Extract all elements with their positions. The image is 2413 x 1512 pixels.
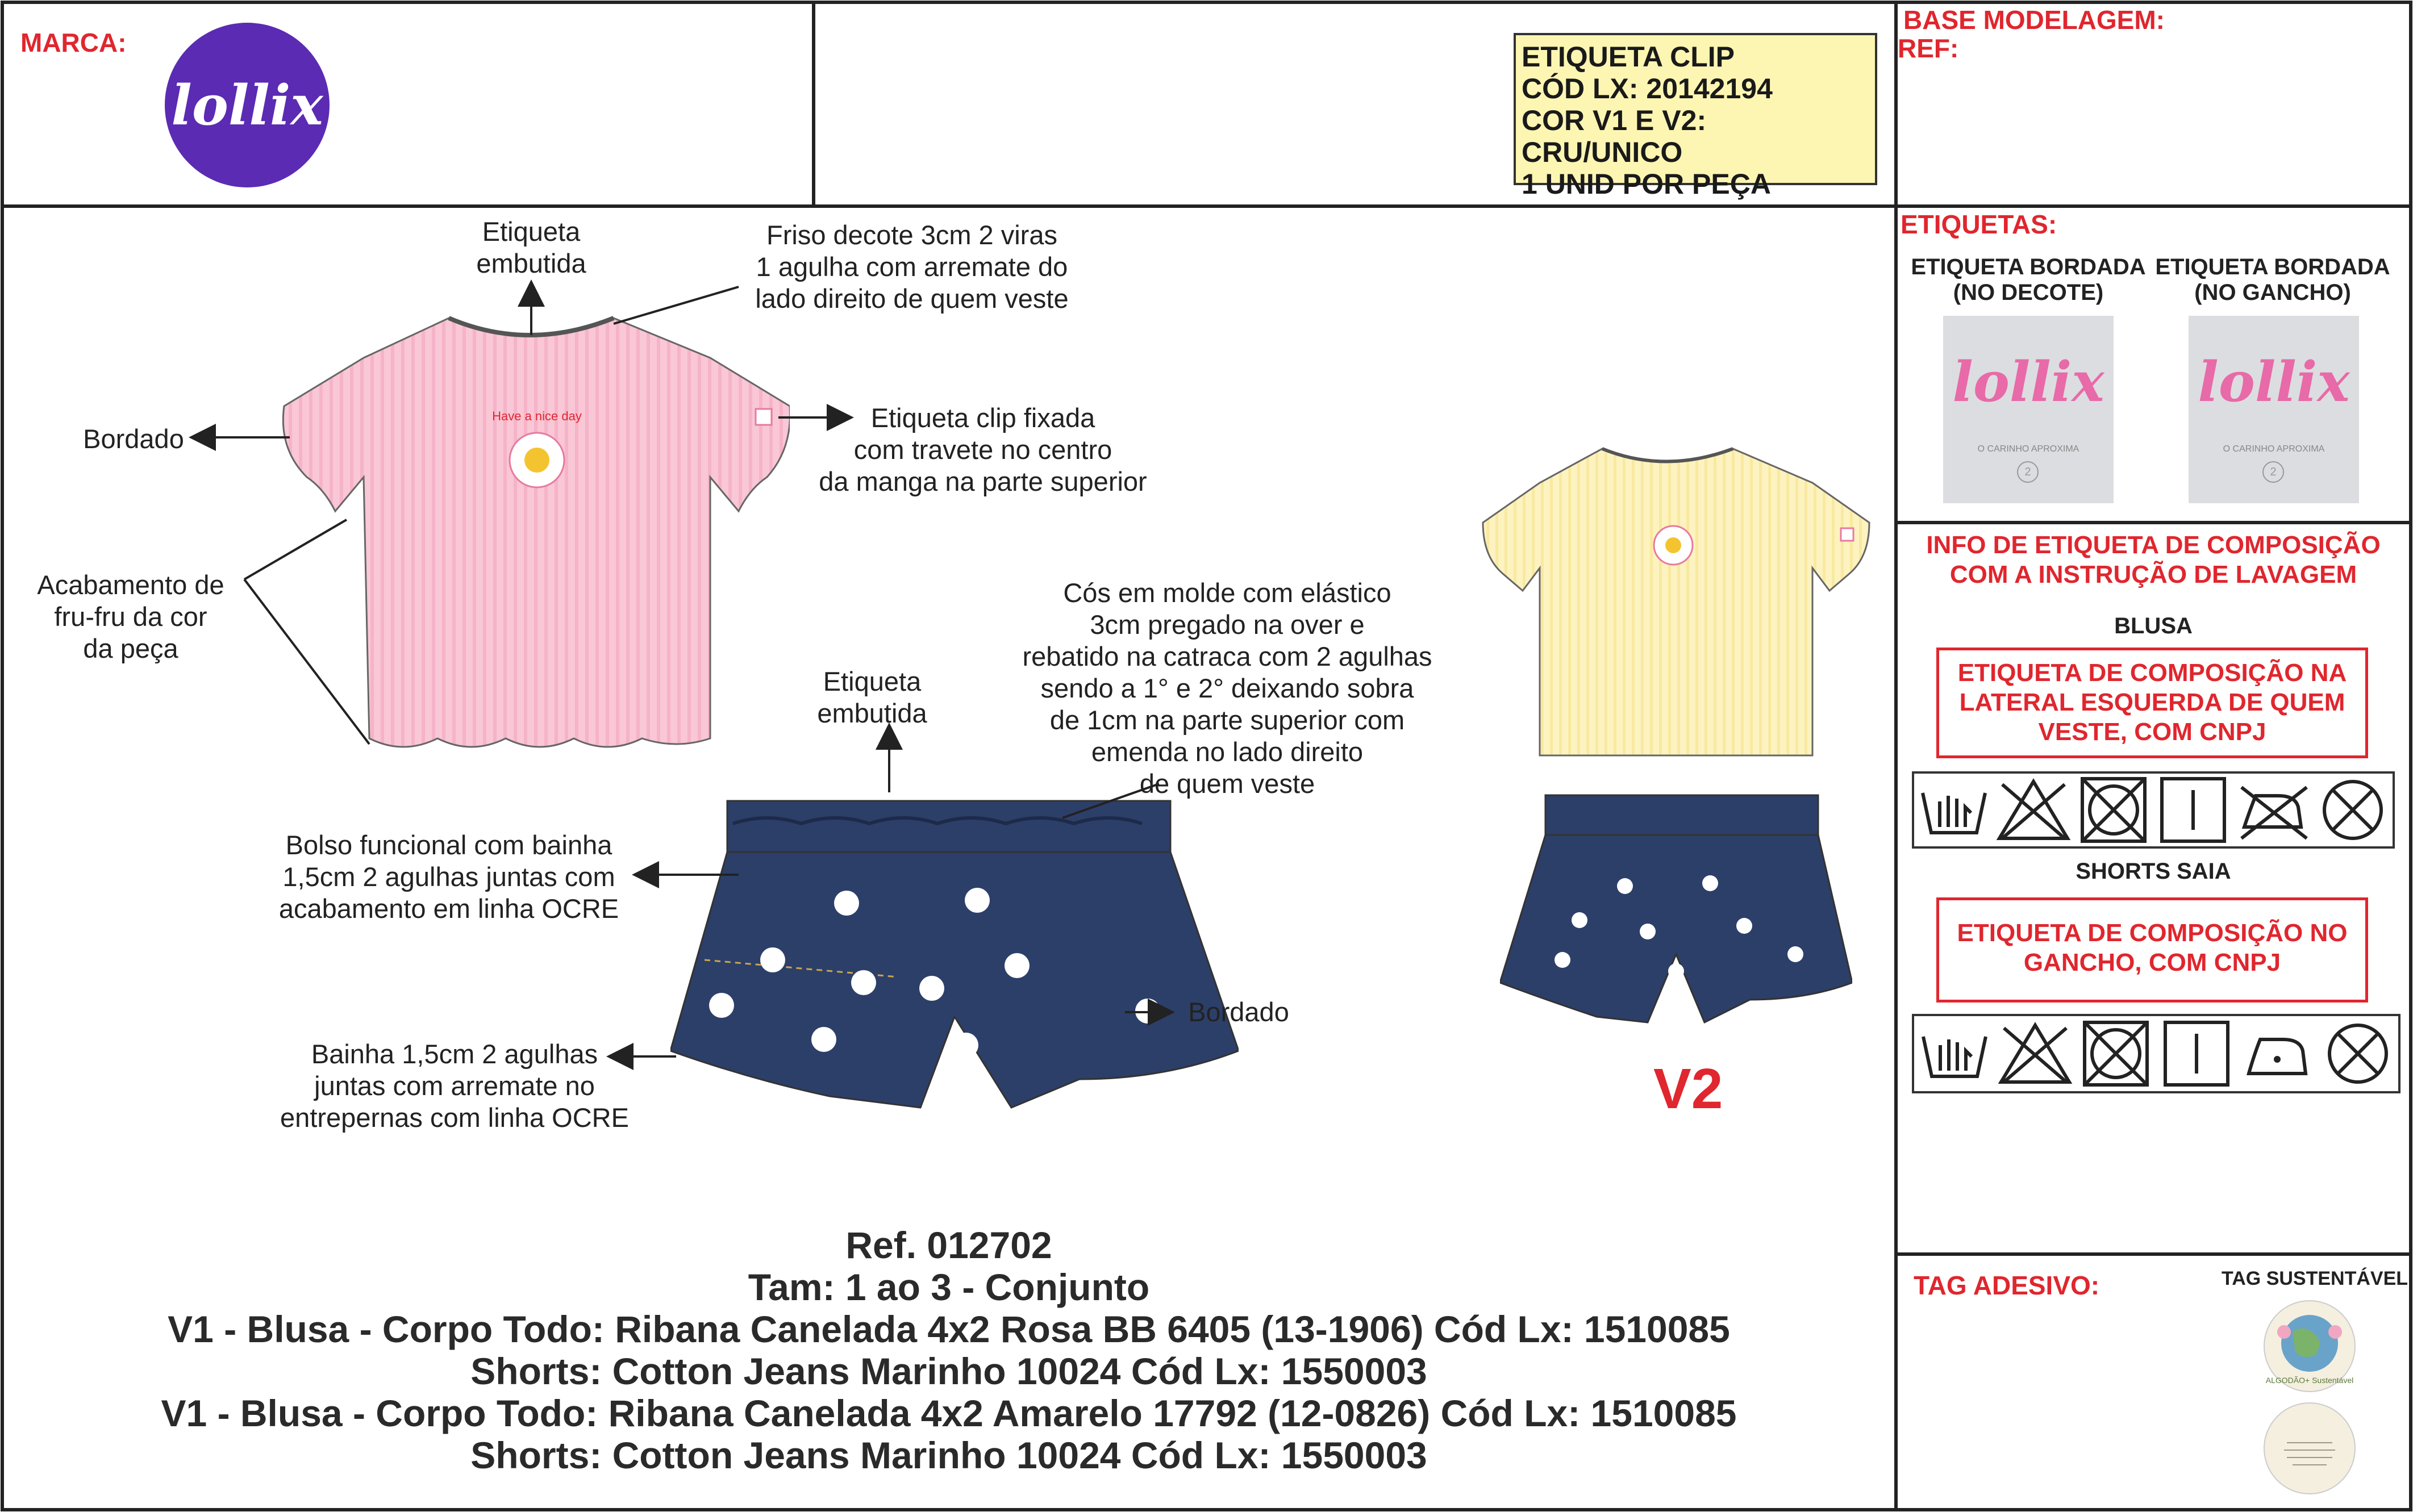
ann-line: Etiqueta clip fixada	[870, 403, 1095, 433]
no-tumble-dry-icon	[2074, 776, 2153, 844]
title-line: ETIQUETA BORDADA	[2155, 254, 2390, 279]
embroidered-label-decote	[1943, 316, 2114, 503]
annotation-etiqueta-clip-fixada	[795, 402, 1170, 498]
box-line: ETIQUETA DE COMPOSIÇÃO NA	[1957, 659, 2347, 687]
blouse-embroidery-text: Have a nice day	[492, 409, 582, 423]
hand-wash-icon	[1915, 1020, 1994, 1088]
ann-line: sendo a 1° e 2° deixando sobra	[1040, 673, 1414, 703]
label-tagline: O CARINHO APROXIMA	[1977, 444, 2079, 454]
ann-line: com travete no centro	[853, 435, 1112, 465]
no-dry-clean-icon	[2318, 1020, 2398, 1088]
annotation-bordado-blusa: Bordado	[83, 424, 184, 454]
iron-low-icon	[2237, 1020, 2317, 1088]
brand-logo-text: lollix	[171, 73, 323, 137]
label2-title	[2151, 254, 2395, 306]
label-tagline: O CARINHO APROXIMA	[2223, 444, 2325, 454]
ann-line: da peça	[83, 633, 178, 663]
ann-line: lado direito de quem veste	[755, 283, 1069, 314]
no-dry-clean-icon	[2313, 776, 2393, 844]
annotation-etiqueta-embutida-shorts	[795, 666, 949, 729]
clip-line-4: 1 UNID POR PEÇA	[1522, 168, 1771, 200]
ann-line: Bainha 1,5cm 2 agulhas	[311, 1039, 598, 1069]
info-etiqueta-title	[1901, 531, 2406, 590]
tag-adesivo-label: TAG ADESIVO:	[1914, 1271, 2100, 1300]
blusa-composition-box	[1936, 648, 2368, 758]
ann-line: rebatido na catraca com 2 agulhas	[1022, 641, 1432, 671]
label-size: 2	[2262, 461, 2284, 483]
shorts-care-icons	[1912, 1014, 2401, 1093]
annotation-bolso	[256, 829, 642, 925]
no-tumble-dry-icon	[2076, 1020, 2156, 1088]
line-dry-icon	[2157, 1020, 2236, 1088]
label1-title	[1906, 254, 2151, 306]
marca-label: MARCA:	[20, 28, 127, 57]
annotation-cos-molde	[1011, 577, 1443, 800]
sustainable-tag-front	[2261, 1298, 2358, 1394]
annotation-etiqueta-embutida-top	[455, 216, 608, 279]
box-line: ETIQUETA DE COMPOSIÇÃO NO	[1957, 919, 2348, 947]
footer-tam: Tam: 1 ao 3 - Conjunto	[748, 1266, 1150, 1308]
ann-line: Etiqueta	[823, 666, 922, 696]
ann-line: 1 agulha com arremate do	[756, 252, 1068, 282]
ann-line: juntas com arremate no	[314, 1071, 595, 1101]
annotation-bainha	[250, 1038, 659, 1134]
shorts-composition-box	[1936, 897, 2368, 1003]
ann-line: Bolso funcional com bainha	[285, 830, 612, 860]
ann-line: 3cm pregado na over e	[1090, 609, 1365, 640]
no-bleach-icon	[1994, 776, 2073, 844]
ann-line: entrepernas com linha OCRE	[280, 1102, 629, 1133]
clip-line-2: CÓD LX: 20142194	[1522, 73, 1773, 105]
ann-line: Etiqueta	[482, 216, 581, 247]
annotation-acabamento	[23, 569, 239, 665]
footer-v2-blusa: V1 - Blusa - Corpo Todo: Ribana Canelada 4x2 Amarelo 17792 (12-0826) Cód Lx: 1510085	[161, 1392, 1737, 1434]
title-line: (NO GANCHO)	[2194, 280, 2351, 305]
no-iron-icon	[2233, 776, 2312, 844]
tag-sustentavel-label: TAG SUSTENTÁVEL	[2222, 1268, 2408, 1289]
blusa-care-icons	[1912, 771, 2395, 849]
footer-v1-blusa: V1 - Blusa - Corpo Todo: Ribana Canelada 4x2 Rosa BB 6405 (13-1906) Cód Lx: 1510085	[168, 1308, 1730, 1350]
ann-line: 1,5cm 2 agulhas juntas com	[282, 862, 615, 892]
base-modelagem-label: BASE MODELAGEM:	[1903, 5, 2165, 35]
box-line: VESTE, COM CNPJ	[2038, 718, 2266, 746]
title-line: ETIQUETA BORDADA	[1911, 254, 2146, 279]
footer-v1-shorts: Shorts: Cotton Jeans Marinho 10024 Cód Lx: 1550003	[470, 1350, 1427, 1392]
ann-line: embutida	[476, 248, 586, 278]
ann-line: embutida	[817, 698, 927, 728]
line-dry-icon	[2153, 776, 2233, 844]
ann-line: Acabamento de	[37, 570, 224, 600]
shorts-saia-label: SHORTS SAIA	[2076, 859, 2231, 884]
ann-line: fru-fru da cor	[54, 602, 207, 632]
ann-line: de quem veste	[1139, 768, 1315, 799]
annotation-friso-decote	[733, 219, 1091, 315]
box-line: LATERAL ESQUERDA DE QUEM	[1959, 688, 2345, 716]
embroidered-label-gancho	[2189, 316, 2359, 503]
annotation-bordado-shorts: Bordado	[1188, 997, 1289, 1027]
title-line: INFO DE ETIQUETA DE COMPOSIÇÃO	[1926, 531, 2381, 559]
sustainable-tag-text: ALGODÃO+ Sustentável	[2265, 1376, 2354, 1385]
ann-line: de 1cm na parte superior com	[1049, 705, 1405, 735]
ann-line: Cós em molde com elástico	[1063, 578, 1391, 608]
label-logo: lollix	[2198, 350, 2350, 414]
hand-wash-icon	[1914, 776, 1994, 844]
label-size: 2	[2017, 461, 2039, 483]
ann-line: emenda no lado direito	[1091, 737, 1364, 767]
ref-label: REF:	[1898, 34, 1959, 63]
title-line: COM A INSTRUÇÃO DE LAVAGEM	[1949, 561, 2357, 588]
box-line: GANCHO, COM CNPJ	[2023, 949, 2281, 976]
clip-line-1: ETIQUETA CLIP	[1522, 41, 1735, 73]
ann-line: Friso decote 3cm 2 viras	[766, 220, 1057, 250]
sustainable-tag-back	[2261, 1400, 2358, 1497]
ann-line: acabamento em linha OCRE	[278, 893, 619, 924]
title-line: (NO DECOTE)	[1953, 280, 2104, 305]
footer-v2-shorts: Shorts: Cotton Jeans Marinho 10024 Cód Lx: 1550003	[470, 1434, 1427, 1476]
blusa-label: BLUSA	[2114, 613, 2193, 638]
no-bleach-icon	[1995, 1020, 2075, 1088]
etiquetas-label: ETIQUETAS:	[1901, 210, 2057, 239]
footer-ref: Ref. 012702	[845, 1224, 1052, 1266]
v2-label: V2	[1653, 1057, 1723, 1121]
clip-line-3: COR V1 E V2: CRU/UNICO	[1522, 105, 1707, 168]
ann-line: da manga na parte superior	[819, 466, 1147, 496]
label-logo: lollix	[1952, 350, 2104, 414]
